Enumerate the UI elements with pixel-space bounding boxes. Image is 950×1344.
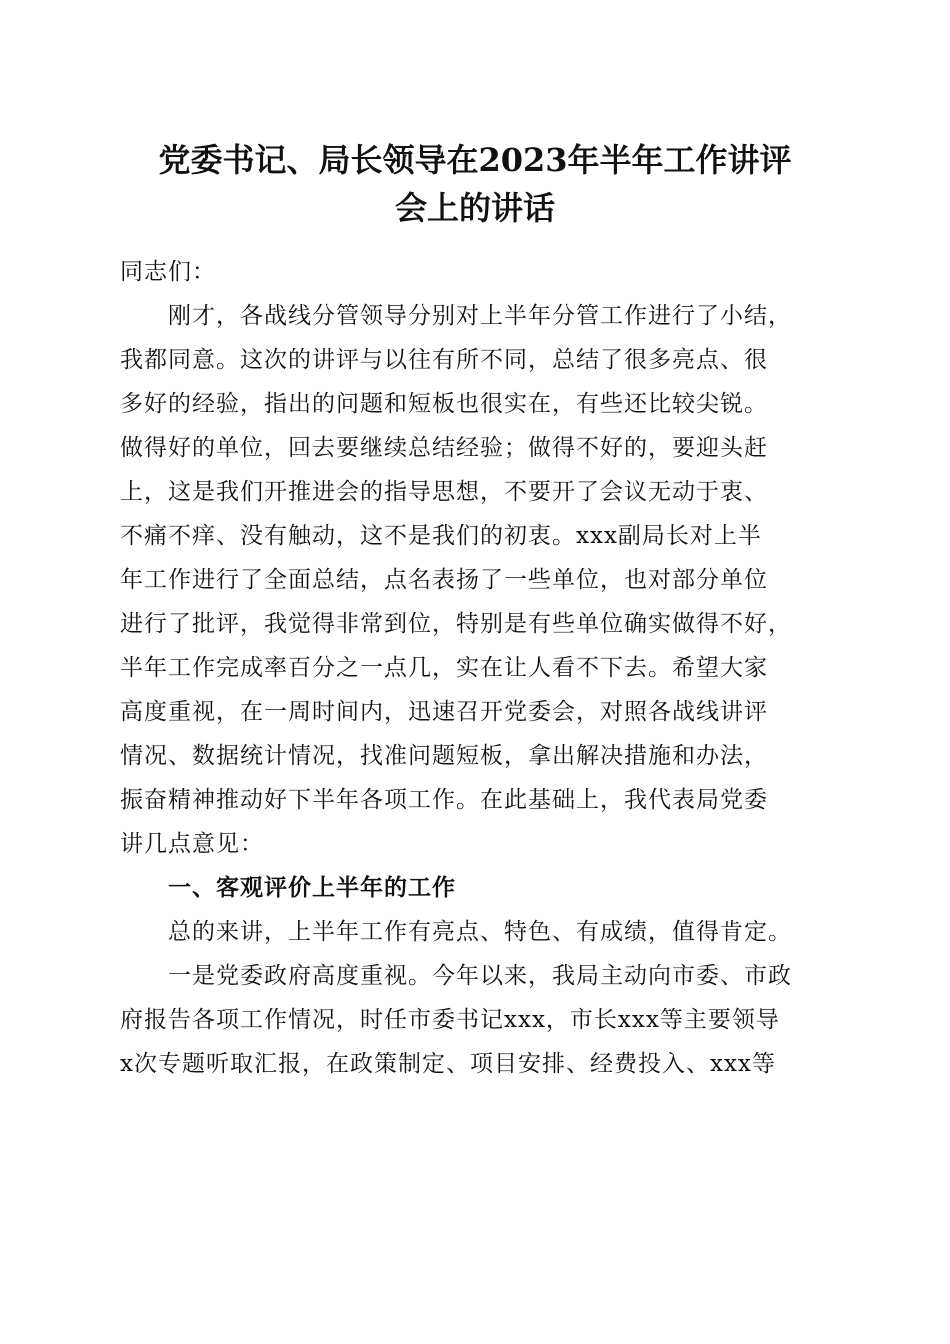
paragraph-line: 刚才，各战线分管领导分别对上半年分管工作进行了小结，	[120, 303, 792, 329]
paragraph-line: 不痛不痒、没有触动，这不是我们的初衷。xxx副局长对上半	[120, 523, 762, 549]
title-line-1: 党委书记、局长领导在2023年半年工作讲评	[158, 141, 792, 179]
paragraph-line: 年工作进行了全面总结，点名表扬了一些单位，也对部分单位	[120, 567, 768, 593]
paragraph-line: 高度重视，在一周时间内，迅速召开党委会，对照各战线讲评	[120, 699, 768, 725]
salutation: 同志们：	[120, 259, 216, 285]
paragraph-line: x次专题听取汇报，在政策制定、项目安排、经费投入、xxx等	[120, 1051, 776, 1077]
section-heading: 一、客观评价上半年的工作	[120, 875, 456, 901]
point-one-first-line	[120, 954, 840, 998]
paragraph-line: 府报告各项工作情况，时任市委书记xxx，市长xxx等主要领导	[120, 1007, 780, 1033]
paragraph-line: 多好的经验，指出的问题和短板也很实在，有些还比较尖锐。	[120, 391, 768, 417]
paragraph-line: 讲几点意见：	[120, 831, 264, 857]
paragraph-line: 情况、数据统计情况，找准问题短板，拿出解决措施和办法，	[120, 743, 768, 769]
point-one-lead: 一是党委政府高度重视。	[120, 963, 432, 989]
document-body	[120, 250, 840, 1086]
point-one-rest: 今年以来，我局主动向市委、市政	[432, 963, 792, 989]
paragraph-line: 半年工作完成率百分之一点几，实在让人看不下去。希望大家	[120, 655, 768, 681]
paragraph-line: 我都同意。这次的讲评与以往有所不同，总结了很多亮点、很	[120, 347, 768, 373]
document-title	[100, 136, 850, 232]
paragraph-line: 上，这是我们开推进会的指导思想，不要开了会议无动于衷、	[120, 479, 768, 505]
paragraph-line: 振奋精神推动好下半年各项工作。在此基础上，我代表局党委	[120, 787, 768, 813]
paragraph-line: 做得好的单位，回去要继续总结经验；做得不好的，要迎头赶	[120, 435, 768, 461]
title-line-2: 会上的讲话	[394, 189, 555, 227]
paragraph-line: 进行了批评，我觉得非常到位，特别是有些单位确实做得不好，	[120, 611, 792, 637]
summary-line: 总的来讲，上半年工作有亮点、特色、有成绩，值得肯定。	[120, 919, 792, 945]
